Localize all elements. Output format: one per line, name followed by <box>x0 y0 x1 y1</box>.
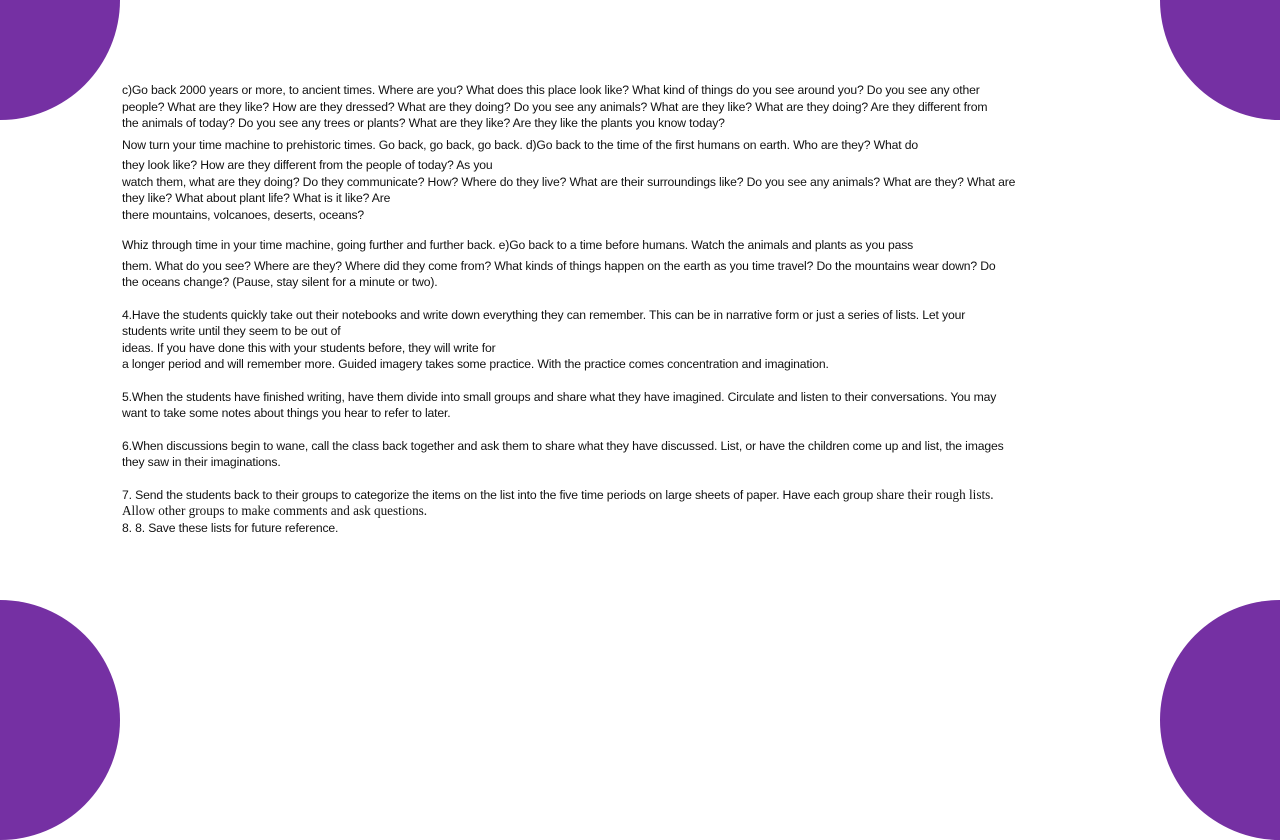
text-line: 5.When the students have finished writing, have them divide into small groups and share what they have imagined. Circulate and listen to their conversations. You may <box>122 389 997 404</box>
paragraph-step-4 <box>122 307 1152 373</box>
paragraph-step-8 <box>122 520 1152 537</box>
text-line: people? What are they like? How are they dressed? What are they doing? Do you see any animals? What are they like? What are they doing? Are they different from <box>122 99 988 114</box>
text-line: there mountains, volcanoes, deserts, oceans? <box>122 207 365 222</box>
text-line: them. What do you see? Where are they? Where did they come from? What kinds of things happen on the earth as you time travel? Do the mountains wear down? Do <box>122 258 996 273</box>
corner-circle-top-left <box>0 0 120 120</box>
text-line: c)Go back 2000 years or more, to ancient times. Where are you? What does this place look like? What kind of things do you see around you? Do you see any other <box>122 83 980 97</box>
text-line: the animals of today? Do you see any trees or plants? What are they like? Are they like the plants you know today? <box>122 116 725 130</box>
text-line: watch them, what are they doing? Do they communicate? How? Where do they live? What are their surroundings like? Do you see any animals? What are they? What are <box>122 174 1016 189</box>
text-line: 8. 8. Save these lists for future reference. <box>122 520 339 535</box>
paragraph-step-6 <box>122 438 1152 471</box>
paragraph-ancient-times <box>122 82 1152 132</box>
paragraph-step-7 <box>122 487 1152 520</box>
slide-text-body <box>122 82 1152 536</box>
text-line: they look like? How are they different from the people of today? As you <box>122 158 493 172</box>
text-line: Whiz through time in your time machine, going further and further back. e)Go back to a time before humans. Watch the animals and plants as you pass <box>122 238 914 252</box>
text-line: students write until they seem to be out of <box>122 324 341 338</box>
corner-circle-bottom-right <box>1160 600 1280 840</box>
text-line: they saw in their imaginations. <box>122 455 281 469</box>
text-line: a longer period and will remember more. Guided imagery takes some practice. With the practice comes concentration and imagination. <box>122 357 829 371</box>
text-line-serif: share their rough lists. <box>876 486 994 502</box>
corner-circle-bottom-left <box>0 600 120 840</box>
text-line: they like? What about plant life? What is it like? Are <box>122 191 391 205</box>
text-line-serif: Allow other groups to make comments and ask questions. <box>122 503 428 518</box>
paragraph-before-humans <box>122 237 1152 291</box>
text-line: 4.Have the students quickly take out their notebooks and write down everything they can remember. This can be in narrative form or just a series of lists. Let your <box>122 307 966 322</box>
text-line: Now turn your time machine to prehistoric times. Go back, go back, go back. d)Go back to the time of the first humans on earth. Who are they? What do <box>122 137 918 152</box>
paragraph-prehistoric-times <box>122 137 1152 224</box>
text-line: 6.When discussions begin to wane, call the class back together and ask them to share what they have discussed. List, or have the children come up and list, the images <box>122 438 1004 453</box>
text-line: want to take some notes about things you hear to refer to later. <box>122 406 451 420</box>
corner-circle-top-right <box>1160 0 1280 120</box>
text-line: the oceans change? (Pause, stay silent for a minute or two). <box>122 275 438 289</box>
text-line: 7. Send the students back to their groups to categorize the items on the list into the five time periods on large sheets of paper. Have each group <box>122 487 877 502</box>
paragraph-step-5 <box>122 389 1152 422</box>
text-line: ideas. If you have done this with your students before, they will write for <box>122 340 496 355</box>
